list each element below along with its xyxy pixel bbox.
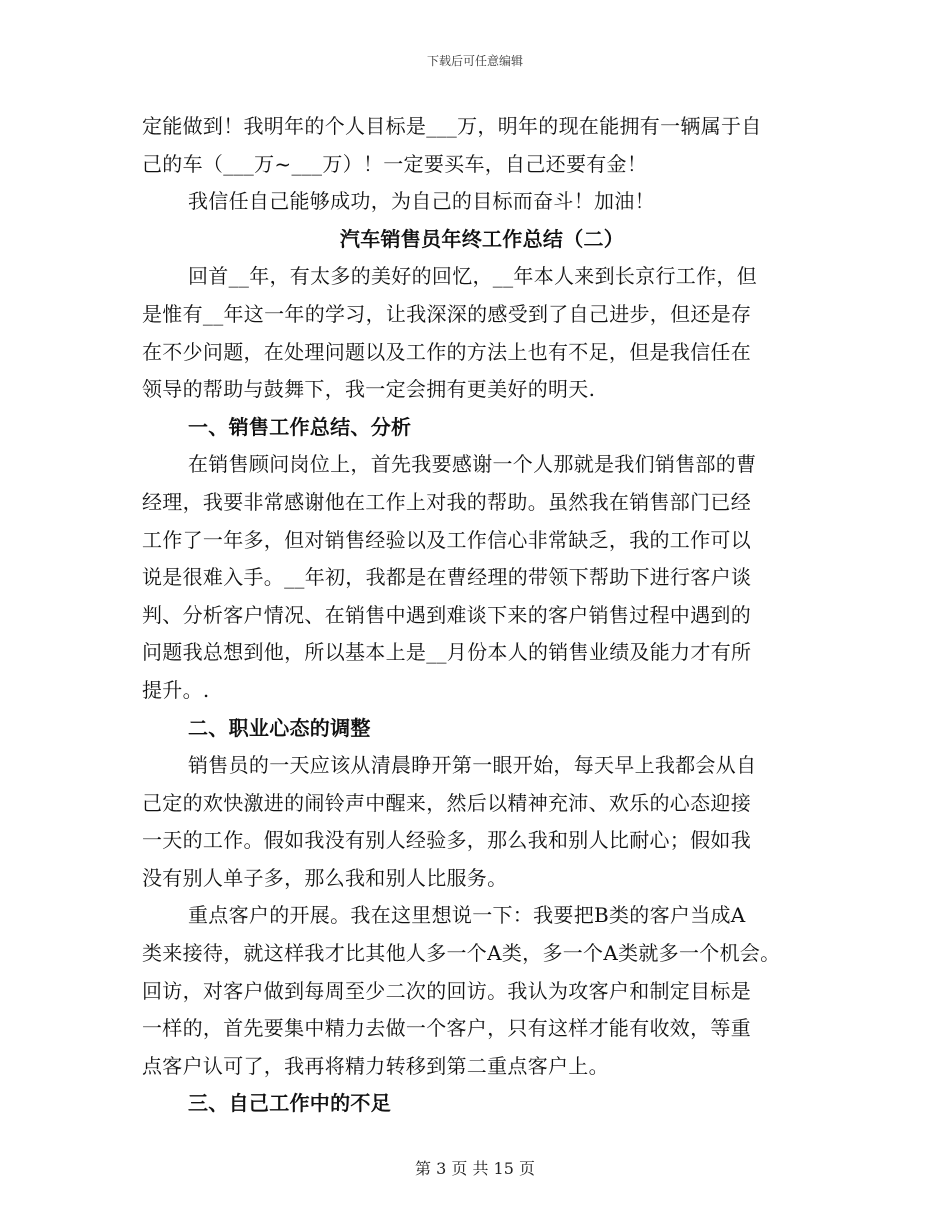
text-line: 重点客户的开展。我在这里想说一下：我要把B类的客户当成A [188,903,746,928]
text-line: 没有别人单子多，那么我和别人比服务。 [142,865,508,890]
document-body [142,108,822,1123]
text-line: 类来接待，就这样我才比其他人多一个A类，多一个A类就多一个机会。 [142,941,781,966]
text-line: 问题我总想到他，所以基本上是__月份本人的销售业绩及能力才有所 [142,640,752,665]
text-line: 是惟有__年这一年的学习，让我深深的感受到了自己进步，但还是存 [142,301,752,326]
text-line: 我信任自己能够成功，为自己的目标而奋斗！加油！ [188,189,655,214]
page-header: 下载后可任意编辑 [426,54,523,68]
text-line: 说是很难入手。__年初，我都是在曹经理的带领下帮助下进行客户谈 [142,565,752,590]
section-title: 汽车销售员年终工作总结（二） [339,226,625,251]
text-line: 经理，我要非常感谢他在工作上对我的帮助。虽然我在销售部门已经 [142,489,751,514]
text-line: 提升。. [142,677,210,702]
text-line: 在不少问题，在处理问题以及工作的方法上也有不足，但是我信任在 [142,339,751,364]
page-footer: 第 3 页 共 15 页 [415,1159,535,1178]
text-line: 定能做到！我明年的个人目标是___万，明年的现在能拥有一辆属于自 [142,114,762,138]
section-heading: 二、职业心态的调整 [188,715,371,740]
text-line: 销售员的一天应该从清晨睁开第一眼开始，每天早上我都会从自 [188,753,757,778]
section-heading: 三、自己工作中的不足 [188,1091,391,1116]
text-line: 一天的工作。假如我没有别人经验多，那么我和别人比耐心；假如我 [142,828,751,853]
text-line: 判、分析客户情况、在销售中遇到难谈下来的客户销售过程中遇到的 [142,602,751,627]
text-line: 在销售顾问岗位上，首先我要感谢一个人那就是我们销售部的曹 [188,452,757,477]
text-line: 回首__年，有太多的美好的回忆，__年本人来到长京行工作，但 [188,264,757,289]
text-line: 领导的帮助与鼓舞下，我一定会拥有更美好的明天. [142,377,596,402]
text-line: 己的车（___万~___万）！一定要买车，自己还要有金！ [142,151,648,176]
section-heading: 一、销售工作总结、分析 [188,414,412,439]
text-line: 一样的，首先要集中精力去做一个客户，只有这样才能有收效，等重 [142,1016,751,1041]
text-line: 工作了一年多，但对销售经验以及工作信心非常缺乏，我的工作可以 [142,527,751,552]
text-line: 点客户认可了，我再将精力转移到第二重点客户上。 [142,1053,609,1078]
text-line: 回访，对客户做到每周至少二次的回访。我认为攻客户和制定目标是 [142,978,751,1003]
text-line: 己定的欢快激进的闹铃声中醒来，然后以精神充沛、欢乐的心态迎接 [142,790,751,815]
